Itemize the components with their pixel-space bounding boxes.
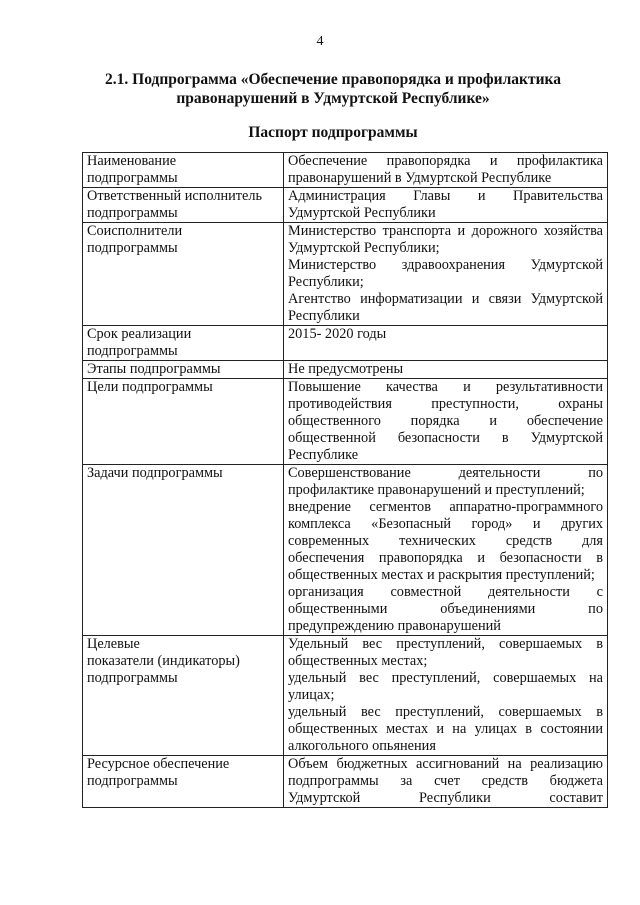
row-label: Соисполнители подпрограммы — [87, 223, 183, 256]
row-label: Ресурсное обеспечение подпрограммы — [87, 756, 230, 789]
row-label: Задачи подпрограммы — [87, 465, 223, 481]
table-row-executor — [83, 188, 608, 223]
passport-title: Паспорт подпрограммы — [248, 124, 418, 141]
row-value: Совершенствование деятельности по профилактике правонарушений и преступлений; — [288, 465, 603, 498]
row-value: Обеспечение правопорядка и профилактика правонарушений в Удмуртской Республике — [288, 153, 603, 186]
row-value: внедрение сегментов аппаратно-программного комплекса «Безопасный город» и других современных технических средств для обеспечения правопорядка и безопасности в общественных местах и раскрытия преступлений; — [288, 499, 603, 583]
table-row-tasks — [83, 465, 608, 636]
row-label: Ответственный исполнитель подпрограммы — [87, 188, 263, 221]
row-value: удельный вес преступлений, совершаемых на улицах; — [288, 670, 603, 703]
row-value: организация совместной деятельности с общественными объединениями по предупреждению правонарушений — [288, 584, 603, 634]
row-label: Срок реализации подпрограммы — [87, 326, 192, 359]
row-value: Повышение качества и результативности противодействия преступности, охраны общественного порядка и обеспечение общественной безопасности в Удмуртской Республике — [288, 379, 603, 463]
row-label: Наименование подпрограммы — [87, 153, 178, 186]
row-value: Министерство здравоохранения Удмуртской Республики; — [288, 257, 603, 290]
table-row-term — [83, 326, 608, 361]
table-row-name — [83, 153, 608, 188]
row-value: Объем бюджетных ассигнований на реализацию подпрограммы за счет средств бюджета Удмуртской Республики составит — [288, 756, 603, 806]
table-row-co-executors — [83, 223, 608, 326]
row-value: 2015- 2020 годы — [288, 326, 387, 342]
row-label: Цели подпрограммы — [87, 379, 213, 395]
row-value: Администрация Главы и Правительства Удмуртской Республики — [288, 188, 603, 221]
table-row-resources — [83, 756, 608, 808]
row-value: удельный вес преступлений, совершаемых в общественных местах и на улицах в состоянии алкогольного опьянения — [288, 704, 603, 754]
table-row-indicators — [83, 636, 608, 756]
row-label: Целевые показатели (индикаторы) подпрограммы — [87, 636, 240, 686]
section-heading: 2.1. Подпрограмма «Обеспечение правопорядка и профилактика правонарушений в Удмуртской Республике» — [105, 71, 561, 107]
row-label: Этапы подпрограммы — [87, 361, 221, 377]
passport-table — [82, 152, 608, 808]
row-value: Агентство информатизации и связи Удмуртской Республики — [288, 291, 603, 324]
table-row-goals — [83, 379, 608, 465]
page-number: 4 — [316, 34, 324, 49]
row-value: Министерство транспорта и дорожного хозяйства Удмуртской Республики; — [288, 223, 603, 256]
table-row-stages — [83, 361, 608, 379]
row-value: Не предусмотрены — [288, 361, 404, 377]
row-value: Удельный вес преступлений, совершаемых в общественных местах; — [288, 636, 603, 669]
